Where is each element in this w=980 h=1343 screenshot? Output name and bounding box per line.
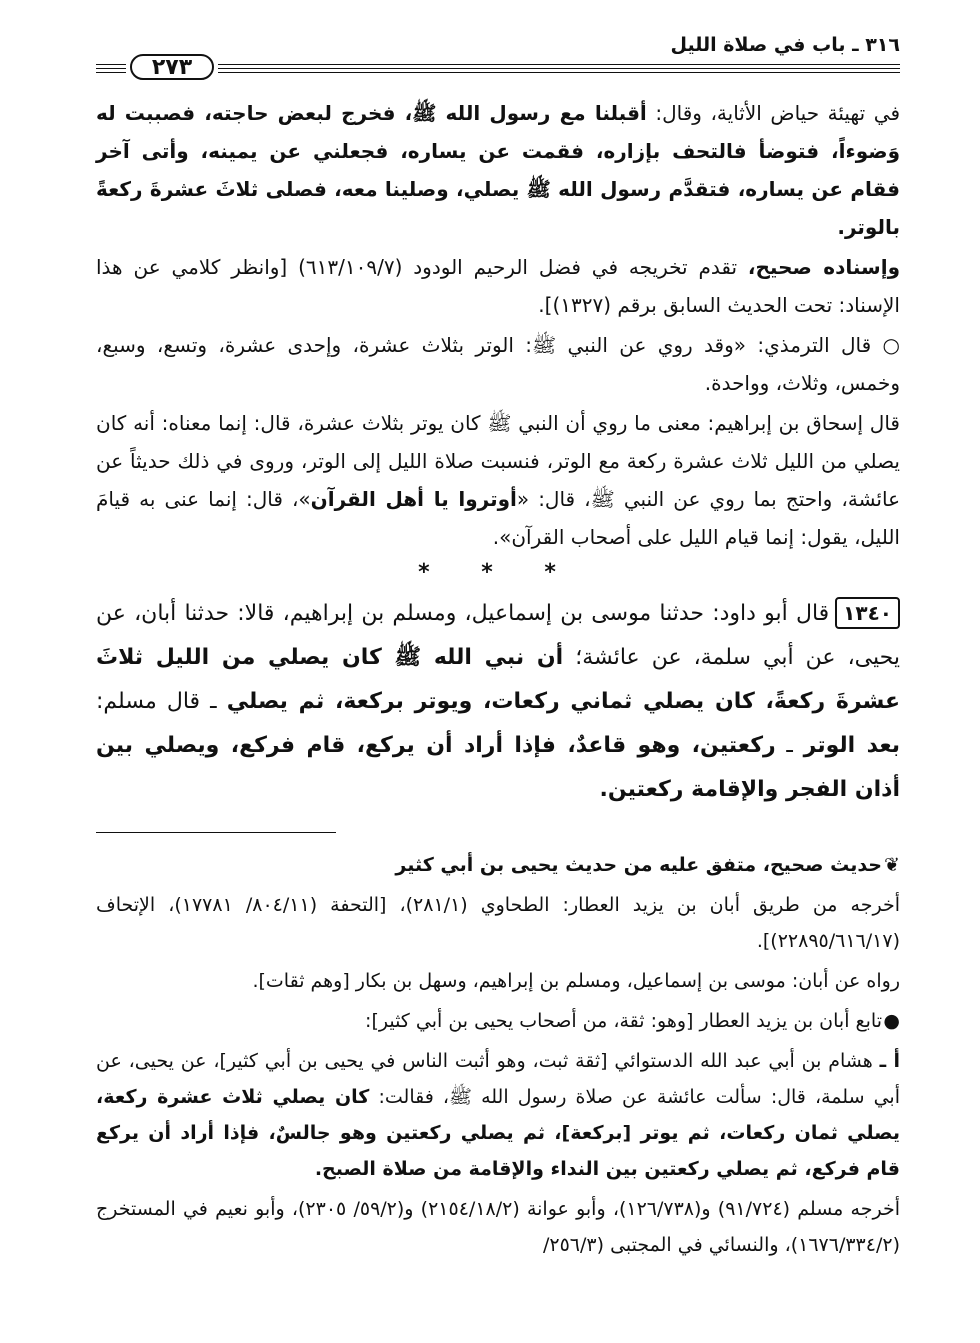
page-number-badge (126, 52, 218, 82)
paragraph (96, 1003, 900, 1039)
section-separator: * * * (418, 560, 578, 585)
chapter-title: ٣١٦ ـ باب في صلاة الليل (670, 34, 900, 56)
bullet-icon: ● (883, 1010, 900, 1032)
paragraph (96, 248, 900, 324)
paragraph (96, 94, 900, 246)
ornament-icon: ❦ (884, 854, 900, 876)
text-run: »، قال: إنما عنى به قيامَ الليل، يقول: إنما قيام الليل على أصحاب القرآن». (96, 487, 900, 549)
hadith-matn: ركعتين، وهو قاعدٌ، فإذا أراد أن يركع، قام فركع، ويصلي بين أذان الفجر والإقامة ركعتين. (96, 733, 900, 802)
main-text (96, 94, 900, 812)
paragraph (96, 847, 900, 883)
text-run: في تهيئة حياض الأثاية، وقال: (646, 101, 900, 125)
hadith-matn: بعد الوتر (803, 733, 900, 758)
paragraph (96, 1191, 900, 1263)
page-header (96, 30, 900, 94)
text-run: تابع أبان بن يزيد العطار [وهو: ثقة، من أصحاب يحيى بن أبي كثير]: (365, 1010, 882, 1032)
paragraph (96, 326, 900, 402)
text-run: أخرجه مسلم (٩١/٧٢٤) و(١٢٦/٧٣٨)، وأبو عوانة (٢١٥٤/١٨/٢) و(٥٩/٢/ ٢٣٠٥)، وأبو نعيم في المستخرج (١٦٧٦/٣٣٤/٢)، والنسائي في المجتبى (٢٥٦/٣/ (96, 1198, 900, 1256)
text-run: قال إسحاق بن إبراهيم: معنى ما روي أن النبي ﷺ كان يوتر بثلاث عشرة، قال: إنما معناه: أنه كان يصلي من الليل ثلاث عشرة ركعة مع الوتر، فنسبت صلاة الليل إلى الوتر، وروى في ذلك حديثاً عن عائشة، واحتج بما روي عن النبي ﷺ، قال: « (96, 411, 900, 511)
hadith-number-badge: ١٣٤٠ (835, 597, 900, 629)
grading-label: وإسناده صحيح، (747, 255, 900, 279)
paragraph (96, 1043, 900, 1187)
page-number: ٢٧٣ (151, 54, 193, 80)
text-run: أخرجه من طريق أبان بن يزيد العطار: الطحاوي (٢٨١/١)، [التحفة (٨٠٤/١١/ ١٧٧٨١)، الإتحاف (٢٢٨٩٥/٦١٦/١٧)]. (96, 894, 900, 952)
paragraph (96, 963, 900, 999)
hadith-block (96, 592, 900, 812)
isnad-text: قال أبو داود: حدثنا موسى بن إسماعيل، ومسلم بن إبراهيم، قالا: حدثنا أبان، عن يحيى، عن أبي سلمة، عن عائشة؛ (96, 601, 900, 670)
text-run: ـ قال مسلم: (96, 689, 227, 714)
paragraph (96, 592, 900, 812)
list-label: أ ـ (879, 1050, 900, 1072)
hadith-matn: كان يصلي ثلاث عشرة ركعة، يصلي ثمان ركعات، ثم يوتر [بركعة]، ثم يصلي ركعتين وهو جالسٌ، فإذا أراد أن يركع قام فركع، ثم يصلي ركعتين بين النداء والإقامة من صلاة الصبح. (96, 1086, 900, 1180)
footnote-divider (96, 832, 336, 833)
text-run: تقدم تخريجه في فضل الرحيم الودود (٦١٣/١٠٩/٧) [وانظر كلامي عن هذا الإسناد: تحت الحديث السابق برقم (١٣٢٧)]. (96, 255, 900, 317)
commentary (96, 847, 900, 1263)
text-run: ـ (775, 733, 804, 758)
hadith-matn: أن نبي الله ﷺ كان يصلي من الليل ثلاثَ عشرةَ ركعةً، كان يصلي ثماني ركعات، ويوتر بركعة، ثم يصلي (96, 645, 900, 714)
grading-heading: حديث صحيح، متفق عليه من حديث يحيى بن أبي كثير (395, 854, 882, 876)
text-run: ○ قال الترمذي: «وقد روي عن النبي ﷺ: الوتر بثلاث عشرة، وإحدى عشرة، وتسع، وسبع، وخمس، وثلاث، وواحدة. (96, 333, 900, 395)
hadith-quote: أوتروا يا أهل القرآن (310, 487, 517, 511)
text-run: رواه عن أبان: موسى بن إسماعيل، ومسلم بن إبراهيم، وسهل بن بكار [وهم ثقات]. (252, 970, 900, 992)
paragraph (96, 887, 900, 959)
hadith-quote: أقبلنا مع رسول الله ﷺ، فخرج لبعض حاجته، فصببت له وَضوءاً، فتوضأ فالتحف بإزاره، فقمت عن يساره، فجعلني عن يمينه، وأتى آخر فقام عن يساره، فتقدَّم رسول الله ﷺ يصلي، وصلينا معه، فصلى ثلاثَ عشرةَ ركعةً بالوتر. (96, 101, 900, 239)
paragraph (96, 404, 900, 556)
text-run: هشام بن أبي عبد الله الدستوائي [ثقة ثبت، وهو أثبت الناس في يحيى بن أبي كثير]، عن يحيى، عن أبي سلمة، قال: سألت عائشة عن صلاة رسول الله ﷺ، فقالت: (96, 1050, 900, 1108)
